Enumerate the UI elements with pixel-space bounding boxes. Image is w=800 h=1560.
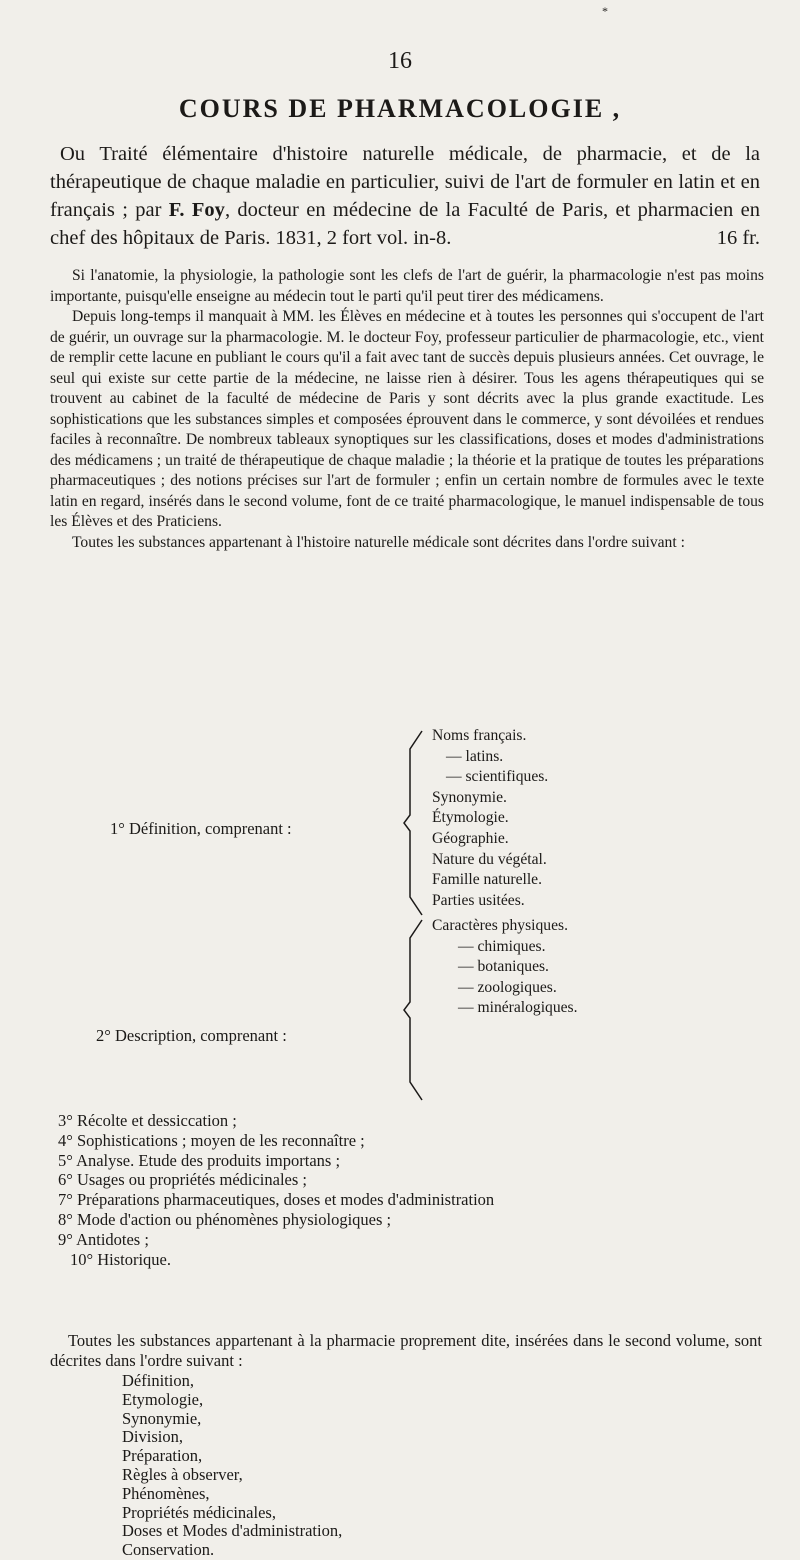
list-item: Définition, [122,1371,194,1390]
list-item: 10° Historique. [70,1249,172,1269]
list-item: Étymologie. [432,809,509,827]
book-entry [50,140,760,252]
definition-label: 1° Définition, comprenant : [110,819,292,838]
lead-text-rest: , docteur en médecine de la Faculté de Paris, et pharmacien en chef des hôpitaux de Paris. 1831, 2 fort vol. in-8. [50,199,760,249]
list-item: Famille naturelle. [432,871,542,889]
author-name: F. Foy [168,199,225,221]
page-number: 16 [388,48,412,74]
list-item: Etymologie, [122,1389,204,1409]
numbered-list [50,1111,762,1269]
paragraph: Toutes les substances appartenant à l'histoire naturelle médicale sont décrites dans l'ordre suivant : [72,533,685,551]
list-item: — chimiques. [458,937,546,955]
list-item: Conservation. [122,1540,215,1560]
definition-items [432,726,548,911]
list-item: Division, [122,1427,183,1447]
list-item: Caractères physiques. [432,917,568,934]
list-item: Parties usitées. [432,891,525,909]
paragraph: Depuis long-temps il manquait à MM. les Élèves en médecine et à toutes les personnes qui s'occupent de l'art de guérir, un ouvrage sur la pharmacologie. M. le docteur Foy, professeur particulier de pharmacologie, etc., vient de remplir cette lacune en publiant le cours qu'il a fait avec tant de succès depuis plusieurs années. Cet ouvrage, le seul qui existe sur cette partie de la médecine, ne laisse rien à désirer. Tous les agens thérapeutiques qui se trouvent au cabinet de la faculté de médecine de Paris y sont décrits avec la plus grande exactitude. Les sophistications que les substances simples et composées éprouvent dans le commerce, y sont dévoilées et rendues faciles à reconnaître. De nombreux tableaux synoptiques sur les classifications, doses et modes d'administrations des médicamens ; un traité de thérapeutique de chaque maladie ; la théorie et la pratique de toutes les préparations pharmaceutiques ; des notions précises sur l'art de formuler ; enfin un certain nombre de formules avec le texte latin en regard, insérés dans le second volume, font de ce traité pharmacologique, le manuel indispensable de tous les Élèves et des Praticiens. [50,308,764,530]
list-item: Règles à observer, [122,1464,243,1484]
list-item: Propriétés médicinales, [122,1502,276,1522]
pharmacy-items [122,1372,342,1560]
paragraph: Toutes les substances appartenant à la pharmacie proprement dite, insérées dans le second volume, sont décrites dans l'ordre suivant : [50,1331,762,1370]
corner-mark: * [602,4,608,18]
description-text [50,266,764,553]
list-item: 3° Récolte et dessiccation ; [58,1111,237,1130]
list-item: Géographie. [432,829,509,847]
list-item: — latins. [446,747,504,765]
price: 16 fr. [716,227,760,249]
paragraph: Si l'anatomie, la physiologie, la pathologie sont les clefs de l'art de guérir, la pharmacologie n'est pas moins importante, puisqu'elle enseigne au médecin tout le parti qu'il peut tirer des médicamens. [50,267,764,305]
page-title: COURS DE PHARMACOLOGIE , [178,94,622,123]
list-item: Phénomènes, [122,1483,210,1503]
list-item: 5° Analyse. Etude des produits importans ; [58,1150,341,1170]
list-item: Synonymie. [432,788,507,806]
list-item: — zoologiques. [458,978,557,996]
description-items [432,916,578,1019]
pharmacy-text [50,1331,762,1370]
description-brace [402,918,426,1102]
list-item: Doses et Modes d'administration, [122,1521,343,1541]
list-item: — minéralogiques. [458,999,578,1017]
list-item: Préparation, [122,1446,203,1466]
list-item: 6° Usages ou propriétés médicinales ; [58,1170,307,1190]
list-item: — scientifiques. [446,768,549,786]
list-item: 7° Préparations pharmaceutiques, doses et modes d'administration [58,1190,495,1210]
list-item: 9° Antidotes ; [58,1229,149,1249]
description-label: 2° Description, comprenant : [96,1026,287,1045]
list-item: — botaniques. [458,958,549,976]
lead-text: Ou Traité élémentaire d'histoire naturelle médicale, de pharmacie, et de la thérapeutique de chaque maladie en particulier, suivi de l'art de formuler en latin et en français ; par [50,143,760,221]
list-item: Noms français. [432,727,527,744]
definition-brace [402,729,426,917]
list-item: Nature du végétal. [432,850,547,868]
list-item: 4° Sophistications ; moyen de les reconnaître ; [58,1130,365,1150]
list-item: 8° Mode d'action ou phénomènes physiologiques ; [58,1209,392,1229]
list-item: Synonymie, [122,1408,202,1428]
